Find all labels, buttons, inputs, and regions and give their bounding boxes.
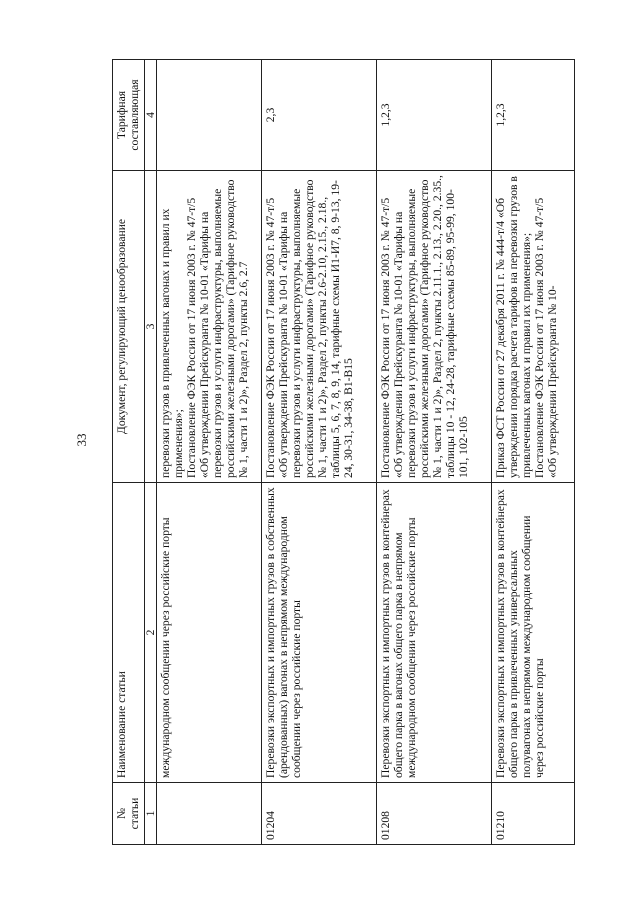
pricing-document: Приказ ФСТ России от 27 декабря 2011 г. № 444-т/4 «Об утверждении порядка расчета тарифов на перевозки грузов в привлеченных вагонах и правил их применения»; Постановление ФЭК России от 17 июня 2003 г. № 47-т/5 «Об утверждении Прейскуранта № 10-	[492, 171, 575, 483]
tariff-component: 1,2,3	[492, 60, 575, 171]
pricing-document: перевозки грузов в привлеченных вагонах и правил их применения»; Постановление ФЭК России от 17 июня 2003 г. № 47-т/5 «Об утверждении Прейскуранта № 10-01 «Тарифы на перевозки грузов и услуги инфраструктуры, выполняемые российскими железными дорогами» (Тарифное руководство № 1, части 1 и 2)», Раздел 2, пункты 2.6, 2.7	[157, 171, 262, 483]
article-name: Перевозки экспортных и импортных грузов в собственных (арендованных) вагонах в непрямом международном сообщении через российские порты	[262, 483, 377, 783]
tariff-table	[112, 59, 575, 845]
column-index: 4	[145, 60, 157, 171]
table-row	[492, 60, 575, 845]
tariff-component: 2,3	[262, 60, 377, 171]
header-pricing-document: Документ, регулирующий ценообразование	[113, 171, 145, 483]
pricing-document: Постановление ФЭК России от 17 июня 2003 г. № 47-т/5 «Об утверждении Прейскуранта № 10-01 «Тарифы на перевозки грузов и услуги инфраструктуры, выполняемые российскими железными дорогами» (Тарифное руководство № 1, части 1 и 2)», Раздел 2, пункты 2.6-2.10, 2.15., 2.18., таблицы 5, 6, 7, 8, 9, 14, тарифные схемы И1-И7, 8, 9-13, 19-24, 30-31, 34-38, В1-В15	[262, 171, 377, 483]
pricing-document: Постановление ФЭК России от 17 июня 2003 г. № 47-т/5 «Об утверждении Прейскуранта № 10-01 «Тарифы на перевозки грузов и услуги инфраструктуры, выполняемые российскими железными дорогами» (Тарифное руководство № 1, части 1 и 2)», Раздел 2, пункты 2.11.1., 2.13., 2.20., 2.35., таблицы 10 - 12, 24-28, тарифные схемы 85-89, 95-99, 100-101, 102-105	[377, 171, 492, 483]
column-index: 3	[145, 171, 157, 483]
article-name: Перевозки экспортных и импортных грузов в контейнерах общего парка в привлеченных универсальных полувагонах в непрямом международном сообщении через российские порты	[492, 483, 575, 783]
table-row	[157, 60, 262, 845]
header-article-number: № статьи	[113, 783, 145, 845]
header-tariff-component: Тарифная составляющая	[113, 60, 145, 171]
article-number	[157, 783, 262, 845]
table-row	[262, 60, 377, 845]
article-name: Перевозки экспортных и импортных грузов в контейнерах общего парка в вагонах общего парка в непрямом международном сообщении через российские порты	[377, 483, 492, 783]
table-row	[377, 60, 492, 845]
article-number: 01204	[262, 783, 377, 845]
tariff-component: 1,2,3	[377, 60, 492, 171]
article-number: 01210	[492, 783, 575, 845]
tariff-component	[157, 60, 262, 171]
article-name: международном сообщении через российские порты	[157, 483, 262, 783]
column-index: 2	[145, 483, 157, 783]
column-index-row	[145, 60, 157, 845]
header-article-name: Наименование статьи	[113, 483, 145, 783]
column-index: 1	[145, 783, 157, 845]
table-header-row	[113, 60, 145, 845]
rotated-table-container	[112, 60, 576, 845]
article-number: 01208	[377, 783, 492, 845]
page-number: 33	[74, 433, 89, 447]
